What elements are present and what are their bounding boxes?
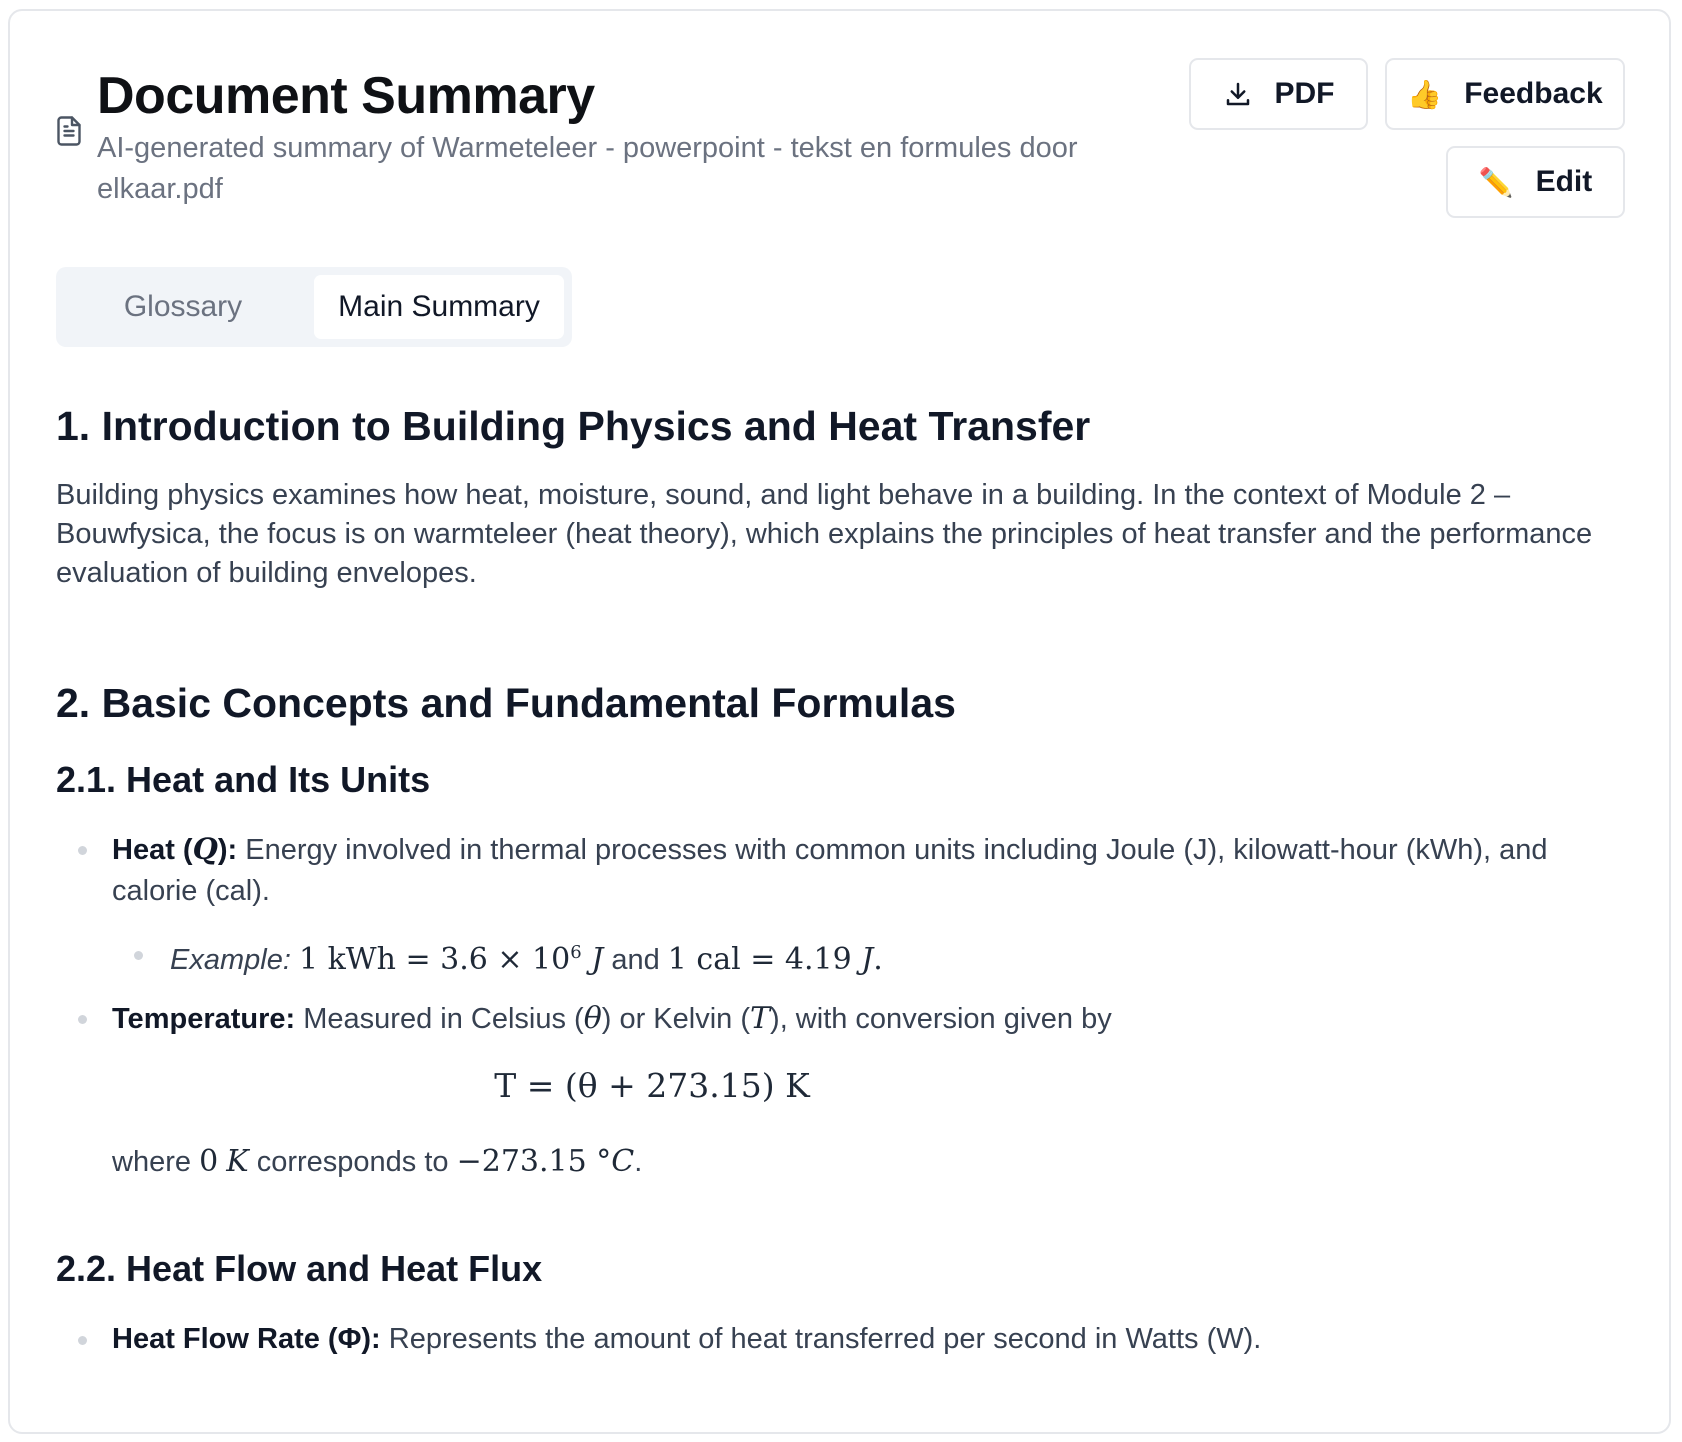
example-and: and — [611, 944, 660, 976]
pencil-icon: ✏️ — [1478, 166, 1514, 198]
bullet-dot — [78, 1336, 87, 1345]
page-subtitle: AI-generated summary of Warmeteleer - powerpoint - tekst en formules door elkaar.pdf — [97, 132, 1078, 205]
feedback-button-label: Feedback — [1464, 77, 1603, 110]
list-item-temperature: Temperature: Measured in Celsius (θ) or Kelvin (T), with conversion given by — [112, 1001, 1112, 1036]
feedback-button[interactable] — [1385, 58, 1625, 130]
tab-glossary[interactable]: Glossary — [123, 290, 243, 323]
kelvin-conversion-formula: T = (θ + 273.15) K — [494, 1066, 810, 1105]
section-heading-basic-concepts: 2. Basic Concepts and Fundamental Formulas — [56, 680, 956, 726]
subsection-heading-heat-units: 2.1. Heat and Its Units — [56, 759, 431, 800]
heat-term: Heat (Q): — [112, 832, 238, 866]
kelvin-note: where 0 K corresponds to −273.15 °C. — [112, 1144, 643, 1179]
pdf-download-button[interactable] — [1189, 58, 1368, 130]
bullet-dot — [134, 951, 143, 960]
edit-button[interactable] — [1446, 146, 1625, 218]
bullet-dot — [78, 846, 87, 855]
tab-main-summary[interactable]: Main Summary — [314, 275, 564, 339]
edit-button-label: Edit — [1535, 165, 1593, 198]
document-icon — [51, 113, 87, 149]
list-item-heat-flow — [112, 1319, 1622, 1360]
introduction-paragraph: Building physics examines how heat, moisture, sound, and light behave in a building. In the context of Module 2 – Bouwfysica, the focus is on warmteleer (heat theory), which explains the principles of heat transfer and the performance evaluation of building envelopes. — [56, 479, 1593, 589]
heat-flow-description: Represents the amount of heat transferred per second in Watts (W). — [380, 1323, 1262, 1355]
list-item-example — [170, 932, 1680, 981]
section-heading-introduction: 1. Introduction to Building Physics and Heat Transfer — [56, 403, 1091, 449]
subsection-heading-heat-flow: 2.2. Heat Flow and Heat Flux — [56, 1248, 543, 1289]
pdf-button-label: PDF — [1274, 77, 1335, 110]
bullet-dot — [78, 1015, 87, 1024]
heat-description: Energy involved in thermal processes with common units including Joule (J), kilowatt-hour (kWh), and calorie (cal). — [112, 834, 1548, 907]
list-item-heat — [112, 829, 1622, 912]
temperature-term: Temperature: — [112, 1003, 296, 1035]
heat-flow-term: Heat Flow Rate (Φ): — [112, 1323, 381, 1355]
summary-tabs — [56, 267, 572, 347]
example-label: Example: — [170, 944, 291, 976]
thumbs-up-icon: 👍 — [1407, 78, 1443, 110]
page-title: Document Summary — [97, 67, 595, 125]
example-formula-kwh: 1 kWh = $3.6 \times 10^6$ J — [298, 942, 604, 977]
example-formula-cal: 1 cal = 4.19 J. — [667, 942, 883, 977]
download-icon — [1223, 79, 1253, 109]
